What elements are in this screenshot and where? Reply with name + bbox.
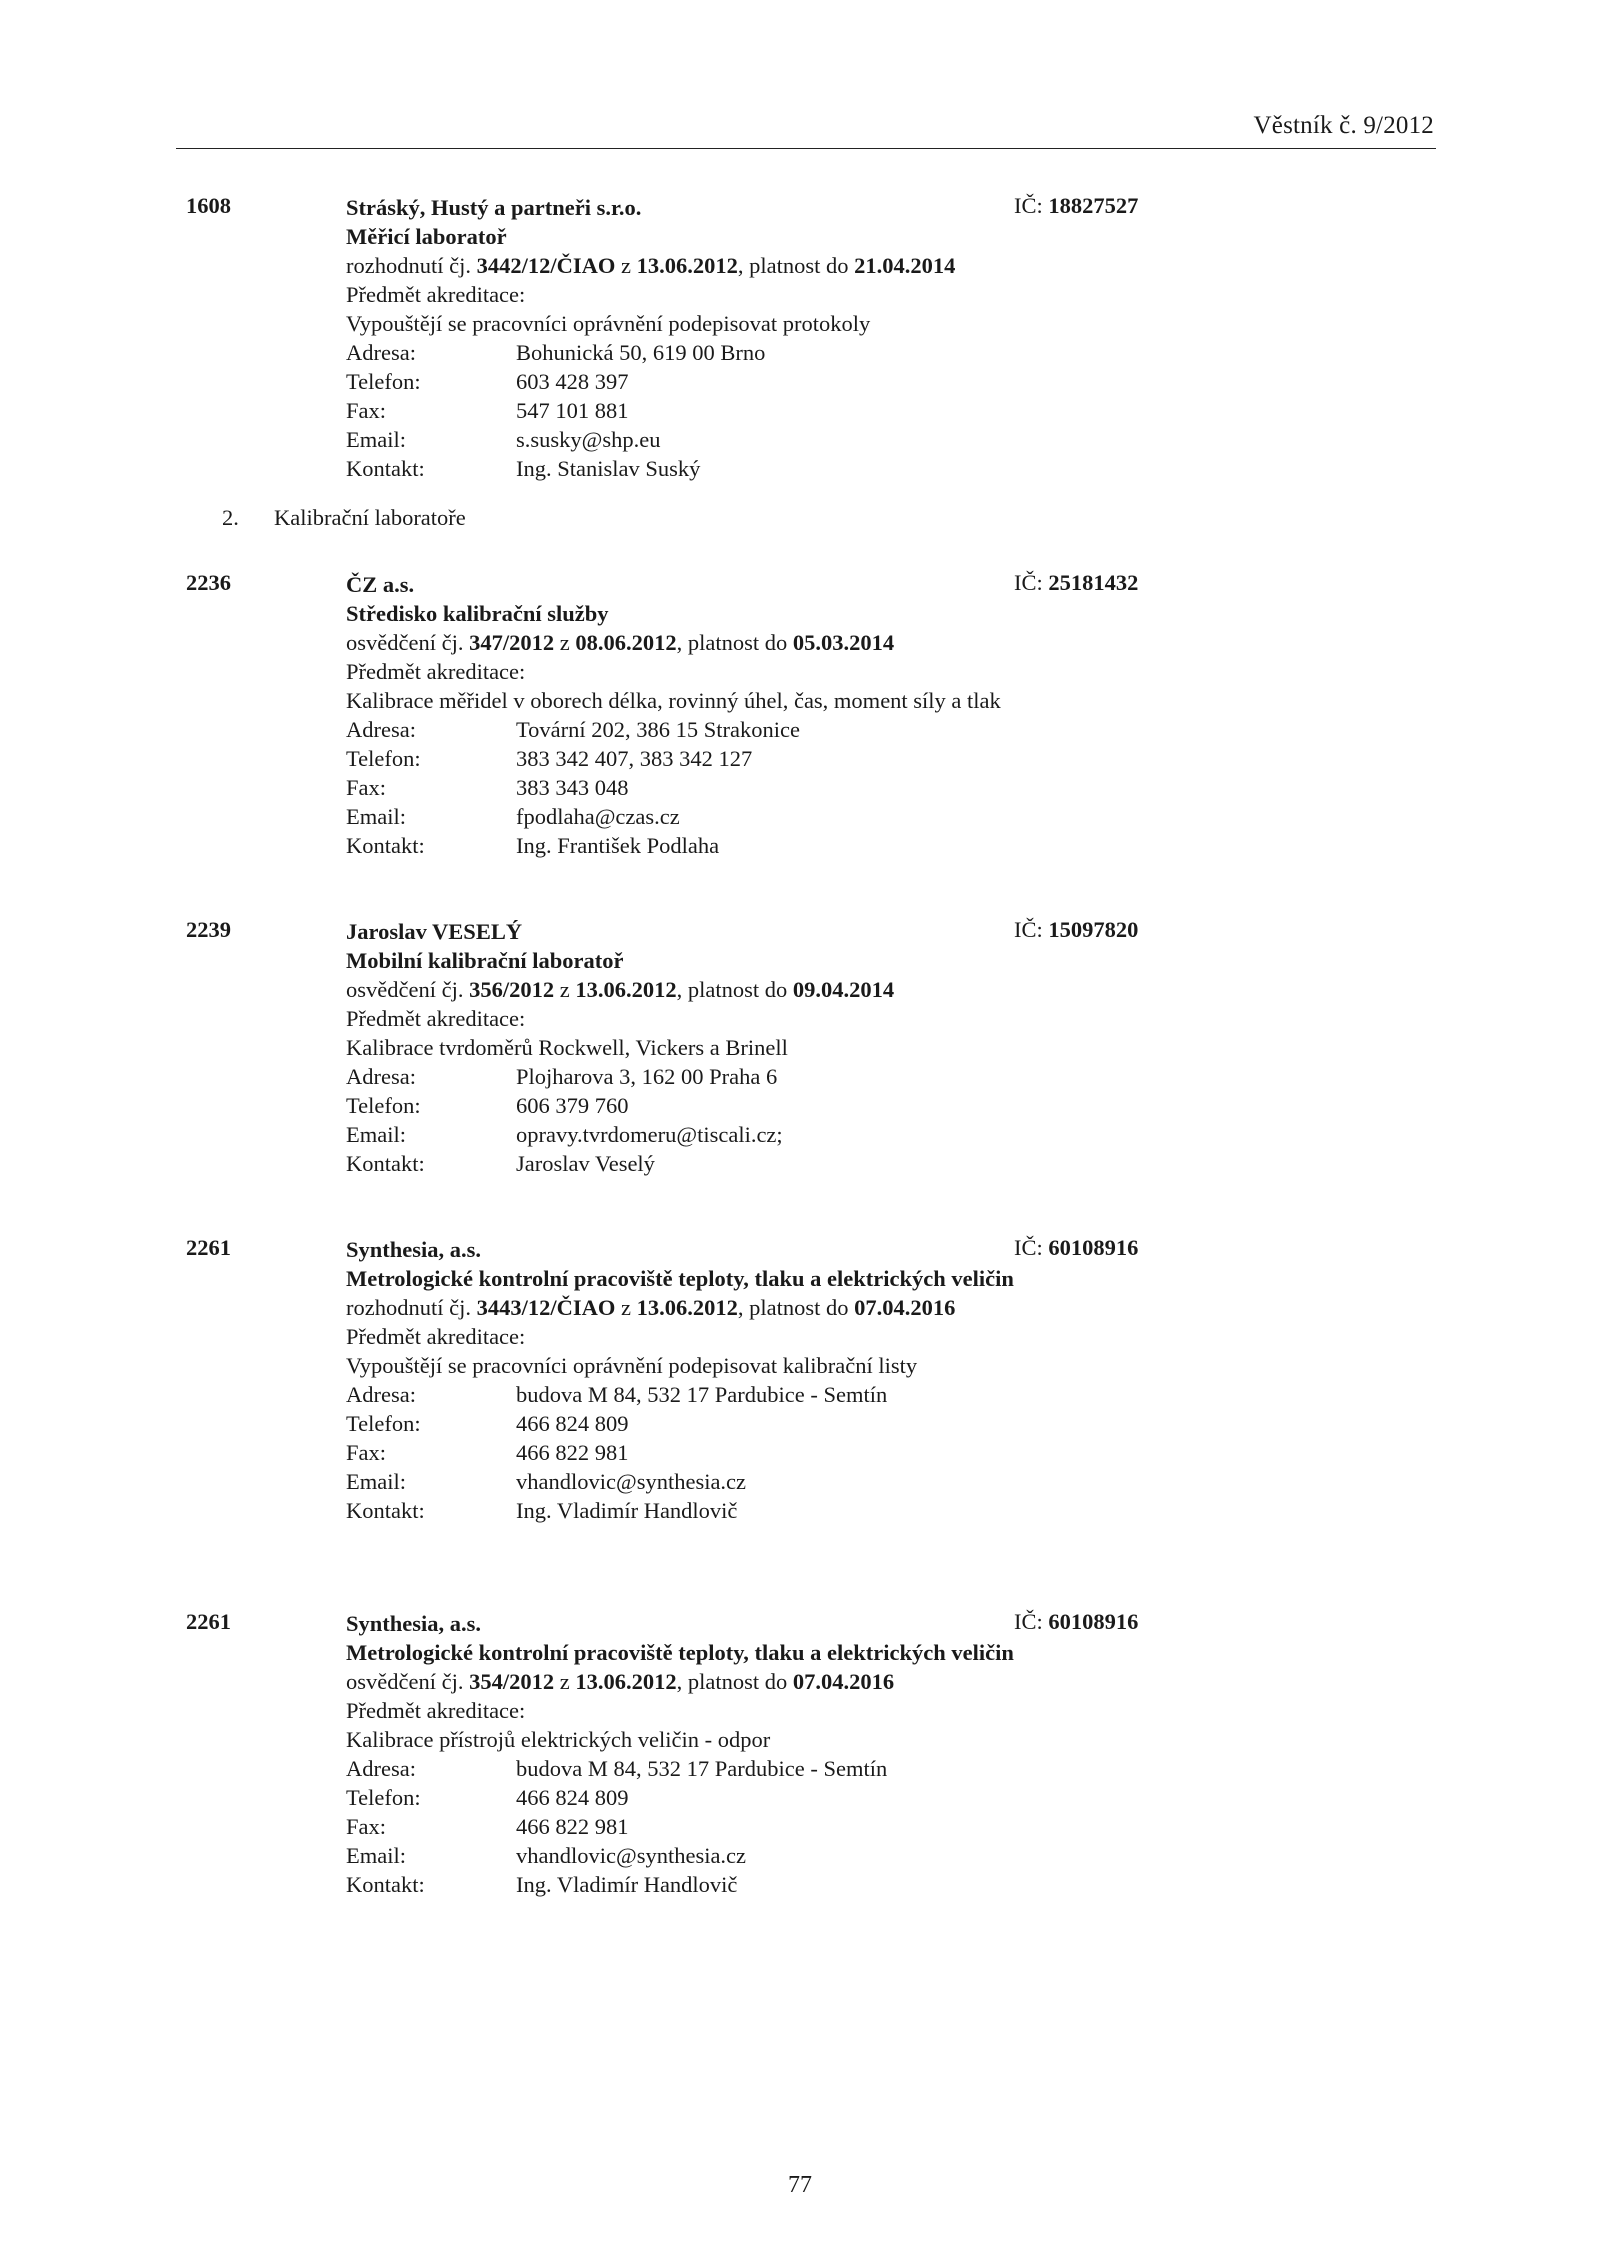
ic-number: IČ: 60108916 xyxy=(1014,1609,1139,1634)
section-heading xyxy=(222,505,466,531)
organization-name: Synthesia, a.s. xyxy=(346,1237,482,1262)
entry-number: 2239 xyxy=(186,917,231,942)
document-reference: rozhodnutí čj. 3442/12/ČIAO z 13.06.2012, platnost do 21.04.2014 xyxy=(346,253,956,278)
contact-row: Kontakt: Ing. Vladimír Handlovič xyxy=(346,1498,738,1523)
phone-row: Telefon: 466 824 809 xyxy=(346,1411,629,1436)
contact-row: Kontakt: Ing. Vladimír Handlovič xyxy=(346,1872,738,1897)
document-reference: osvědčení čj. 347/2012 z 08.06.2012, platnost do 05.03.2014 xyxy=(346,630,895,655)
subject-text: Kalibrace přístrojů elektrických veličin - odpor xyxy=(346,1727,771,1752)
ic-number: IČ: 15097820 xyxy=(1014,917,1139,942)
department-name: Mobilní kalibrační laboratoř xyxy=(346,948,624,973)
fax-row: Fax: 466 822 981 xyxy=(346,1440,629,1465)
entry-number: 2261 xyxy=(186,1235,231,1260)
department-name: Metrologické kontrolní pracoviště teploty, tlaku a elektrických veličin xyxy=(346,1640,1014,1665)
email-row: Email: vhandlovic@synthesia.cz xyxy=(346,1469,747,1494)
journal-title: Věstník č. 9/2012 xyxy=(1253,112,1434,139)
address-row: Adresa: Plojharova 3, 162 00 Praha 6 xyxy=(346,1064,778,1089)
department-name: Měřicí laboratoř xyxy=(346,224,507,249)
section-number: 2. xyxy=(222,505,239,530)
entry-number: 2236 xyxy=(186,570,231,595)
entry-body xyxy=(346,1235,1046,1525)
phone-row: Telefon: 606 379 760 xyxy=(346,1093,629,1118)
department-name: Středisko kalibrační služby xyxy=(346,601,609,626)
email-row: Email: fpodlaha@czas.cz xyxy=(346,804,680,829)
subject-label: Předmět akreditace: xyxy=(346,659,526,684)
phone-row: Telefon: 466 824 809 xyxy=(346,1785,629,1810)
subject-text: Kalibrace tvrdoměrů Rockwell, Vickers a Brinell xyxy=(346,1035,788,1060)
address-row: Adresa: budova M 84, 532 17 Pardubice - Semtín xyxy=(346,1756,888,1781)
phone-row: Telefon: 603 428 397 xyxy=(346,369,629,394)
fax-row: Fax: 547 101 881 xyxy=(346,398,629,423)
entry-body xyxy=(346,193,1046,483)
subject-text: Vypouštějí se pracovníci oprávnění podepisovat protokoly xyxy=(346,311,871,336)
email-row: Email: vhandlovic@synthesia.cz xyxy=(346,1843,747,1868)
department-name: Metrologické kontrolní pracoviště teploty, tlaku a elektrických veličin xyxy=(346,1266,1014,1291)
page-number: 77 xyxy=(788,2172,812,2198)
subject-label: Předmět akreditace: xyxy=(346,1006,526,1031)
address-row: Adresa: Tovární 202, 386 15 Strakonice xyxy=(346,717,800,742)
ic-number: IČ: 60108916 xyxy=(1014,1235,1139,1260)
ic-number: IČ: 25181432 xyxy=(1014,570,1139,595)
page-header xyxy=(176,108,1436,149)
subject-label: Předmět akreditace: xyxy=(346,282,526,307)
organization-name: Stráský, Hustý a partneři s.r.o. xyxy=(346,195,642,220)
contact-row: Kontakt: Jaroslav Veselý xyxy=(346,1151,655,1176)
contact-row: Kontakt: Ing. Stanislav Suský xyxy=(346,456,701,481)
fax-row: Fax: 383 343 048 xyxy=(346,775,629,800)
organization-name: Jaroslav VESELÝ xyxy=(346,919,523,944)
address-row: Adresa: Bohunická 50, 619 00 Brno xyxy=(346,340,766,365)
contact-row: Kontakt: Ing. František Podlaha xyxy=(346,833,720,858)
email-row: Email: opravy.tvrdomeru@tiscali.cz; xyxy=(346,1122,783,1147)
email-row: Email: s.susky@shp.eu xyxy=(346,427,661,452)
subject-text: Kalibrace měřidel v oborech délka, rovinný úhel, čas, moment síly a tlak xyxy=(346,688,1001,713)
entry-body xyxy=(346,570,1046,860)
entry-body xyxy=(346,917,1046,1178)
organization-name: ČZ a.s. xyxy=(346,572,415,597)
phone-row: Telefon: 383 342 407, 383 342 127 xyxy=(346,746,753,771)
subject-label: Předmět akreditace: xyxy=(346,1324,526,1349)
section-title: Kalibrační laboratoře xyxy=(274,505,466,530)
document-reference: osvědčení čj. 356/2012 z 13.06.2012, platnost do 09.04.2014 xyxy=(346,977,895,1002)
address-row: Adresa: budova M 84, 532 17 Pardubice - Semtín xyxy=(346,1382,888,1407)
organization-name: Synthesia, a.s. xyxy=(346,1611,482,1636)
document-reference: rozhodnutí čj. 3443/12/ČIAO z 13.06.2012, platnost do 07.04.2016 xyxy=(346,1295,956,1320)
subject-text: Vypouštějí se pracovníci oprávnění podepisovat kalibrační listy xyxy=(346,1353,918,1378)
subject-label: Předmět akreditace: xyxy=(346,1698,526,1723)
ic-number: IČ: 18827527 xyxy=(1014,193,1139,218)
entry-number: 1608 xyxy=(186,193,231,218)
entry-number: 2261 xyxy=(186,1609,231,1634)
fax-row: Fax: 466 822 981 xyxy=(346,1814,629,1839)
entry-body xyxy=(346,1609,1046,1899)
document-reference: osvědčení čj. 354/2012 z 13.06.2012, platnost do 07.04.2016 xyxy=(346,1669,895,1694)
